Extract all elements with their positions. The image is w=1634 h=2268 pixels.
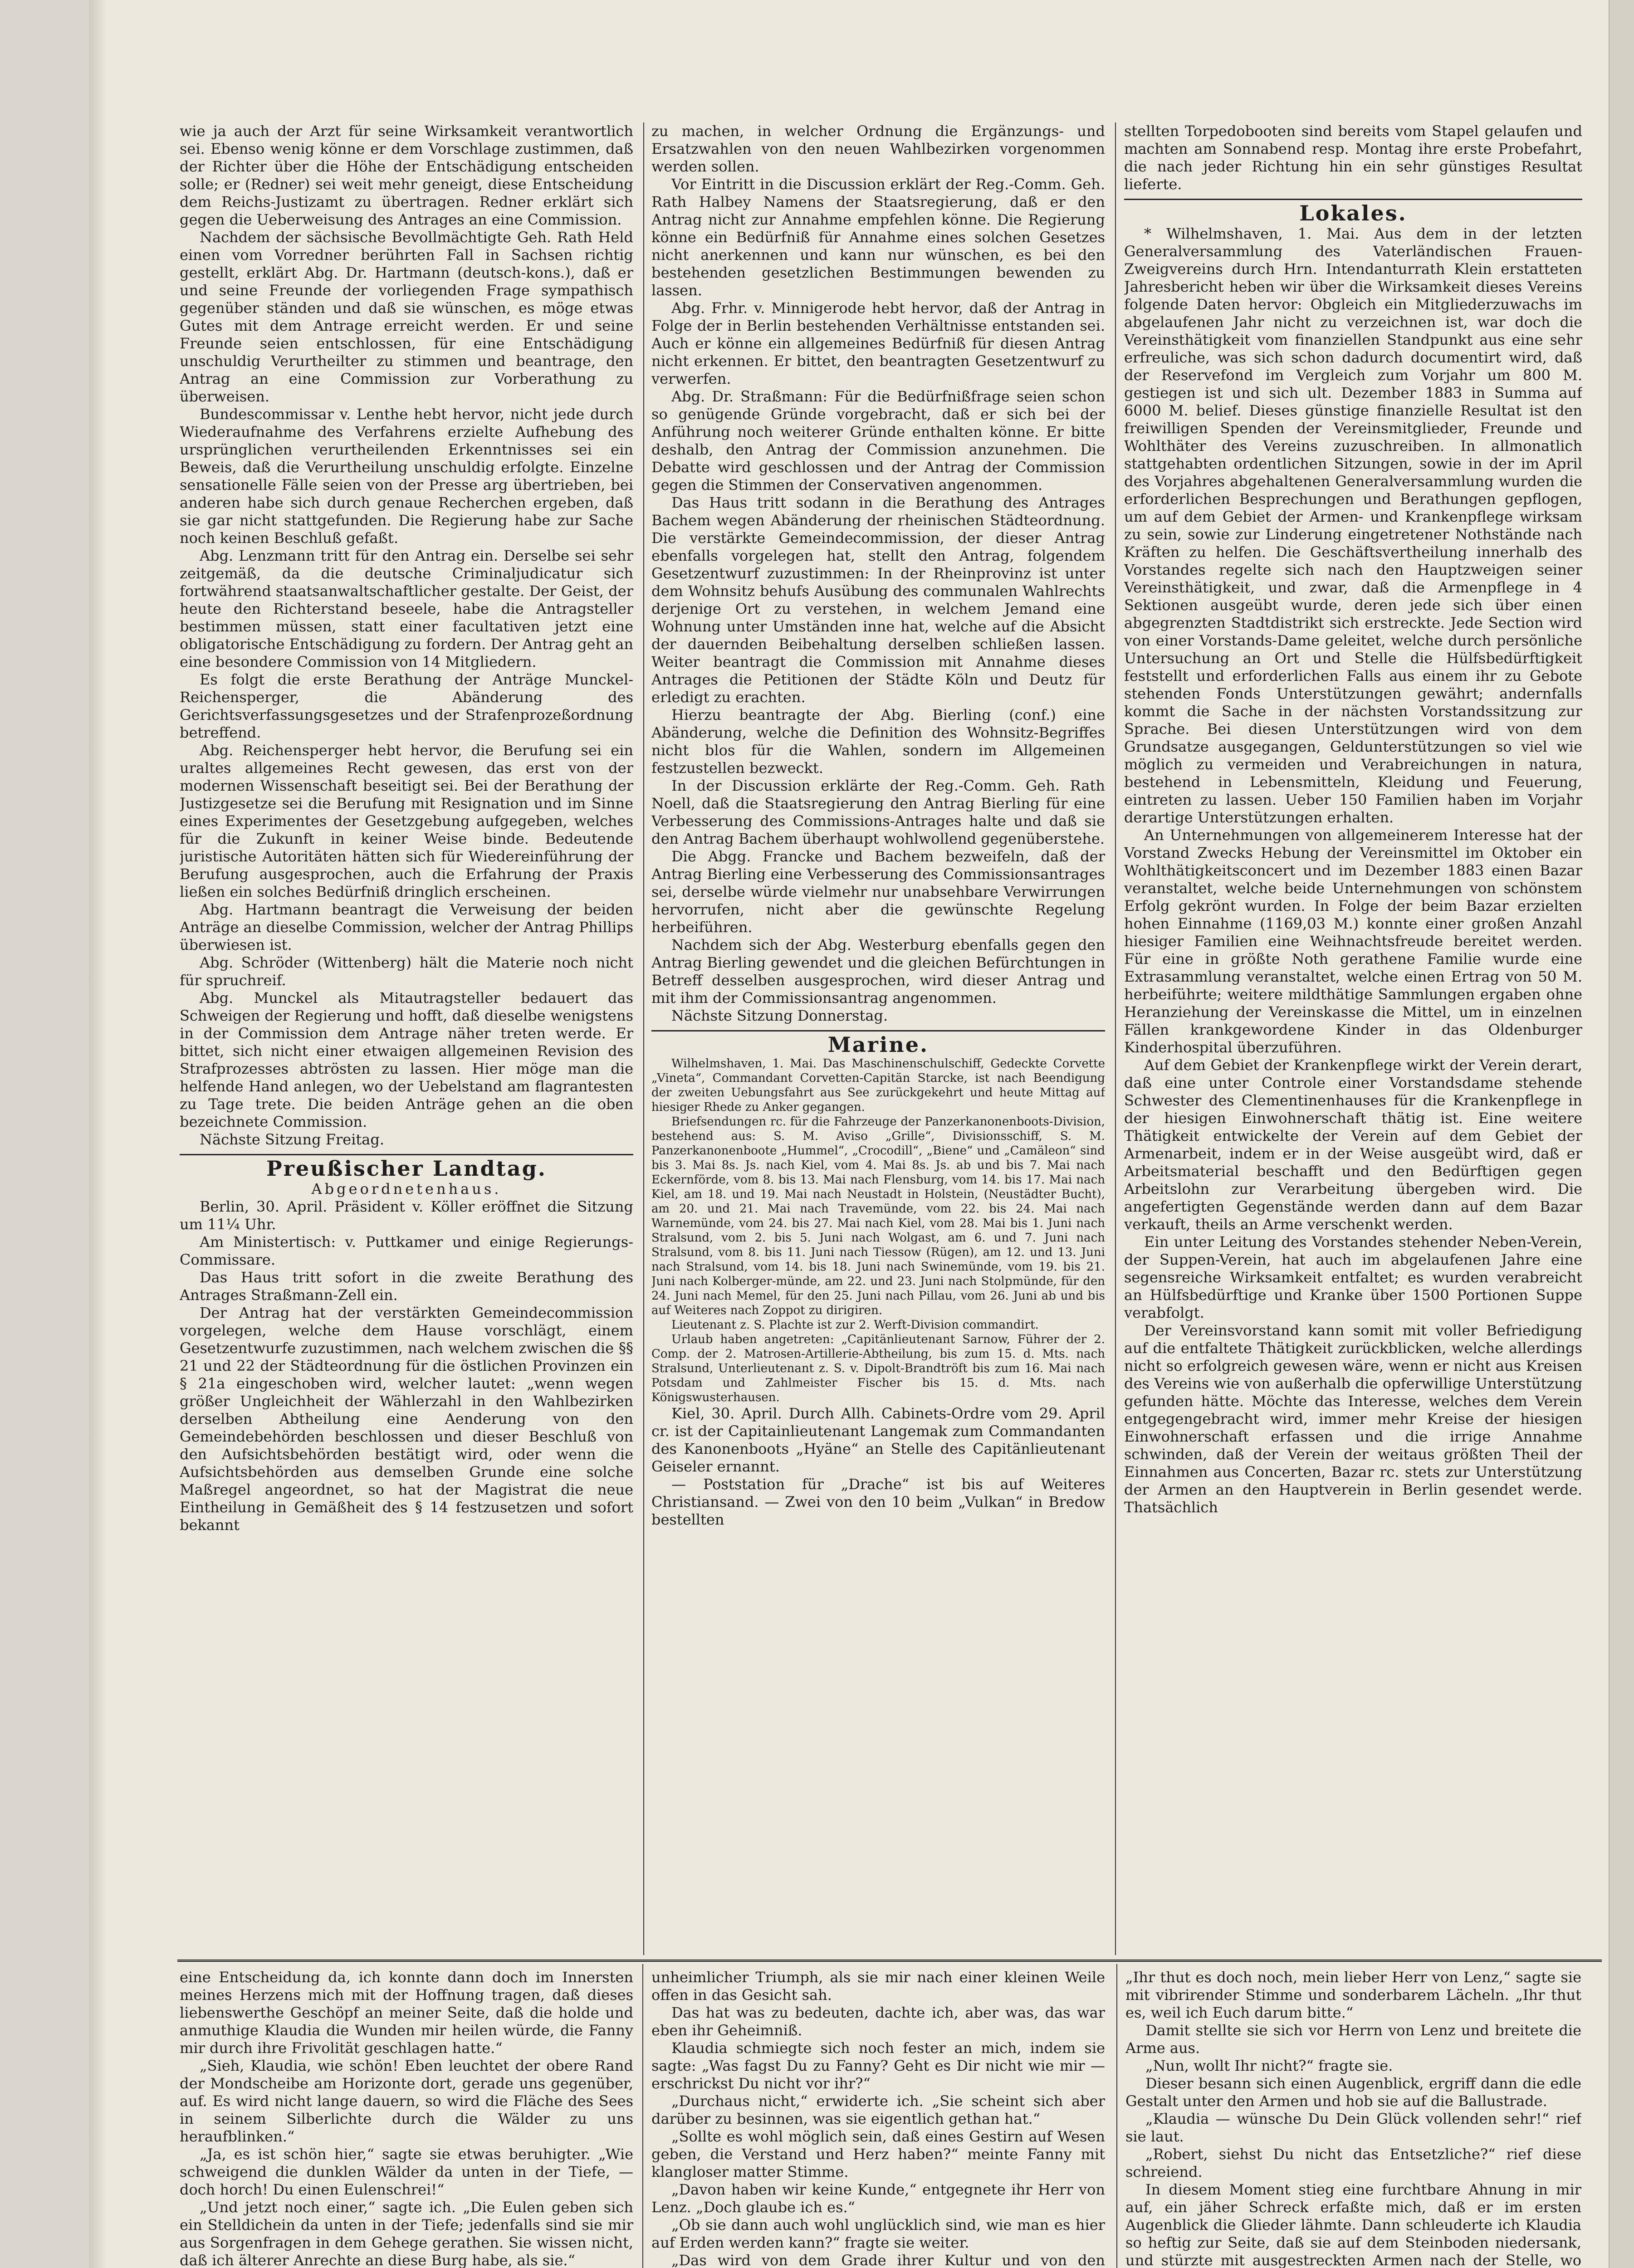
story-paragraph: „Nun, wollt Ihr nicht?“ fragte sie. (1145, 2057, 1393, 2074)
column-rule-1 (643, 122, 644, 1955)
story-paragraph: Klaudia schmiegte sich noch fester an mich, indem sie sagte: „Was fagst Du zu Fanny? Geht es Dir nicht wie mir — erschrickst Du nicht vor ihr?“ (651, 2039, 1105, 2092)
section-rule (1124, 199, 1582, 200)
article-paragraph: Abg. Munckel als Mitautragsteller bedauert das Schweigen der Regierung und hofft, daß dieselbe wenigstens in der Commission dem Antrage näher treten werde. Er bittet, sich nicht einer etwaigen allgemeinen Revision des Strafprozesses abtrösten zu lassen. Hier möge man die helfende Hand anlegen, wo der Uebelstand am flagrantesten zu Tage trete. Die beiden Anträge gehen an die oben bezeichnete Commission. (180, 989, 633, 1130)
article-paragraph: Kiel, 30. April. Durch Allh. Cabinets-Ordre vom 29. April cr. ist der Capitainlieutenant Langemak zum Commandanten des Kanonenboots „Hyäne“ an Stelle des Capitänlieutenant Geiseler ernannt. (651, 1405, 1105, 1475)
section-rule (651, 1030, 1105, 1031)
article-paragraph: Der Antrag hat der verstärkten Gemeindecommission vorgelegen, welche dem Hause vorschlägt, einem Gesetzentwurfe zuzustimmen, nach welchem zwischen die §§ 21 und 22 der Städteordnung für die östlichen Provinzen ein § 21a eingeschoben wird, welcher lautet: „wenn wegen größer Ungleichheit der Wählerzahl in den Wahlbezirken derselben Abtheilung eine Aenderung von den Gemeindebehörden beschlossen und dieser Beschluß von den Aufsichtsbehörden bestätigt wird, oder wenn die Aufsichtsbehörden aus demselben Grunde eine solche Maßregel angeordnet, so hat der Magistrat die neue Eintheilung in Gemäßheit des § 14 festzusetzen und sofort bekannt (180, 1304, 633, 1534)
article-paragraph: Auf dem Gebiet der Krankenpflege wirkt der Verein derart, daß eine unter Controle einer Vorstandsdame stehende Schwester des Clementinenhauses für die Krankenpflege in der hiesigen Einwohnerschaft thätig ist. Eine weitere Thätigkeit entwickelte der Verein auf dem Gebiet der Armenarbeit, indem er in der Weise ausgeübt wird, daß er Arbeitsmaterial beschafft und den Bedürftigen gegen Arbeitslohn zur Verarbeitung übergeben wird. Die angefertigten Gegenstände werden dann auf dem Bazar verkauft, theils an Arme verschenkt werden. (1124, 1056, 1582, 1233)
article-paragraph: Abg. Frhr. v. Minnigerode hebt hervor, daß der Antrag in Folge der in Berlin bestehenden Verhältnisse entstanden sei. Auch er könne ein allgemeines Bedürfniß für diesen Antrag nicht erkennen. Er bittet, den beantragten Gesetzentwurf zu verwerfen. (651, 299, 1105, 387)
feuilleton-separator (177, 1960, 1602, 1962)
story-paragraph: Das hat was zu bedeuten, dachte ich, aber was, das war eben ihr Geheimniß. (651, 2004, 1105, 2039)
column-1 (180, 122, 633, 1955)
section-subheading: Abgeordnetenhaus. (311, 1180, 502, 1198)
story-paragraph: „Durchaus nicht,“ erwiderte ich. „Sie scheint sich aber darüber zu besinnen, was sie eigentlich gethan hat.“ (651, 2092, 1105, 2127)
feuilleton-column-3 (1125, 1969, 1581, 2268)
column-3 (1124, 122, 1582, 1955)
article-paragraph: * Wilhelmshaven, 1. Mai. Aus dem in der letzten Generalversammlung des Vaterländischen Frauen-Zweigvereins durch Hrn. Intendanturrath Klein erstatteten Jahresbericht heben wir über die Wirksamkeit dieses Vereins folgende Daten hervor: Obgleich ein Mitgliederzuwachs im abgelaufenen Jahr nicht zu verzeichnen ist, war doch die Vereinsthätigkeit vom finanziellen Standpunkt aus eine sehr erfreuliche, was sich schon dadurch documentirt wird, daß der Reservefond im Vergleich zum Vorjahr um 800 M. gestiegen ist und sich ult. Dezember 1883 in Summa auf 6000 M. belief. Dieses günstige finanzielle Resultat ist den freiwilligen Spenden der Vereinsmitglieder, Freunde und Wohlthäter des Vereins zuzuschreiben. In allmonatlich stattgehabten ordentlichen Sitzungen, sowie in der im April des Vorjahres abgehaltenen Generalversammlung wurden die erforderlichen Besprechungen und Berathungen gepflogen, um auf dem Gebiet der Armen- und Krankenpflege wirksam zu sein, sowie zur Linderung eingetretener Nothstände nach Kräften zu helfen. Die Geschäftsvertheilung innerhalb des Vorstandes regelte sich nach den Hauptzweigen seiner Vereinsthätigkeit, und zwar, daß die Armenpflege in 4 Sektionen ausgeübt wurde, deren jede sich über einen abgegrenzten Stadtdistrikt sich erstreckte. Jede Section wird von einer Vorstands-Dame geleitet, welche durch persönliche Untersuchung an Ort und Stelle die Hülfsbedürftigkeit feststellt und erforderlichen Falls aus einem ihr zu Gebote stehenden Fonds Unterstützungen gewährt; andernfalls kommt die Sache in der nächsten Vorstandssitzung zur Sprache. Bei diesen Unterstützungen wird von dem Grundsatze ausgegangen, Geldunterstützungen so viel wie möglich zu vermeiden und Verabreichungen in natura, bestehend in Lebensmitteln, Kleidung und Feuerung, eintreten zu lassen. Ueber 150 Familien haben im Vorjahr derartige Unterstützungen erhalten. (1124, 225, 1582, 826)
article-paragraph: Vor Eintritt in die Discussion erklärt der Reg.-Comm. Geh. Rath Halbey Namens der Staatsregierung, daß er den Antrag nicht zur Annahme empfehlen könne. Die Regierung könne ein Bedürfniß für Annahme eines solchen Gesetzes nicht anerkennen und kann nur wünschen, es bei den bestehenden gesetzlichen Bestimmungen bewenden zu lassen. (651, 176, 1105, 299)
article-paragraph: Briefsendungen rc. für die Fahrzeuge der Panzerkanonenboots-Division, bestehend aus: S. M. Aviso „Grille“, Divisionsschiff, S. M. Panzerkanonenboote „Hummel“, „Crocodill“, „Biene“ und „Camäleon“ sind bis 3. Mai 8s. Js. nach Kiel, vom 4. Mai 8s. Js. ab und bis 7. Mai nach Eckernförde, vom 8. bis 13. Mai nach Flensburg, vom 14. bis 17. Mai nach Kiel, am 18. und 19. Mai nach Neustadt in Holstein, (Neustädter Bucht), am 20. und 21. Mai nach Travemünde, vom 22. bis 24. Mai nach Warnemünde, vom 24. bis 27. Mai nach Kiel, vom 28. Mai bis 1. Juni nach Stralsund, vom 2. bis 5. Juni nach Wolgast, am 6. und 7. Juni nach Stralsund, vom 8. bis 11. Juni nach Tiessow (Rügen), am 12. und 13. Juni nach Stralsund, vom 14. bis 18. Juni nach Swinemünde, vom 19. bis 21. Juni nach Kolberger-münde, am 22. und 23. Juni nach Stolpmünde, für den 24. Juni nach Memel, für den 25. Juni nach Pillau, vom 26. Juni ab und bis auf Weiteres nach Zoppot zu dirigiren. (651, 1115, 1105, 1317)
article-paragraph: Am Ministertisch: v. Puttkamer und einige Regierungs-Commissare. (180, 1233, 633, 1268)
article-paragraph: Ein unter Leitung des Vorstandes stehender Neben-Verein, der Suppen-Verein, hat auch im abgelaufenen Jahre eine segensreiche Wirksamkeit entfaltet; es wurden verabreicht an Hülfsbedürftige und Kranke über 1500 Portionen Suppe verabfolgt. (1124, 1233, 1582, 1321)
story-paragraph: Damit stellte sie sich vor Herrn von Lenz und breitete die Arme aus. (1125, 2022, 1581, 2057)
story-paragraph: „Klaudia — wünsche Du Dein Glück vollenden sehr!“ rief sie laut. (1125, 2110, 1581, 2145)
story-paragraph: Dieser besann sich einen Augenblick, ergriff dann die edle Gestalt unter den Armen und hob sie auf die Ballustrade. (1125, 2075, 1581, 2110)
article-paragraph: Abg. Dr. Straßmann: Für die Bedürfnißfrage seien schon so genügende Gründe vorgebracht, daß er sich bei der Anführung noch weiterer Gründe enthalten könne. Er bitte deshalb, den Antrag der Commission anzunehmen. Die Debatte wird geschlossen und der Antrag der Commission gegen die Stimmen der Conservativen angenommen. (651, 388, 1105, 494)
article-paragraph: — Poststation für „Drache“ ist bis auf Weiteres Christiansand. — Zwei von den 10 beim „Vulkan“ in Bredow bestellten (651, 1476, 1105, 1528)
newspaper-page (89, 0, 1609, 2268)
article-paragraph: Nächste Sitzung Donnerstag. (671, 1007, 888, 1024)
article-paragraph: Abg. Reichensperger hebt hervor, die Berufung sei ein uraltes allgemeines Recht gewesen, das erst von der modernen Wissenschaft beseitigt sei. Bei der Berathung der Justizgesetze sei die Berufung mit Resignation und im Sinne eines Experimentes der Gesetzgebung aufgegeben, welches für die Zukunft in keiner Weise binde. Bedeutende juristische Autoritäten hätten sich für Wiedereinführung der Berufung ausgesprochen, auch die Erfahrung der Praxis ließen ein solches Bedürfniß dringlich erscheinen. (180, 742, 633, 900)
story-paragraph: In diesem Moment stieg eine furchtbare Ahnung in mir auf, ein jäher Schreck erfaßte mich, daß er im ersten Augenblick die Glieder lähmte. Dann schleuderte ich Klaudia so heftig zur Seite, daß sie auf dem Steinboden niedersank, und stürzte mit ausgestreckten Armen nach der Stelle, wo (1125, 2181, 1581, 2268)
feuilleton-column-2 (651, 1969, 1105, 2268)
article-paragraph: Lieutenant z. S. Plachte ist zur 2. Werft-Division commandirt. (671, 1318, 1039, 1332)
section-rule (180, 1154, 633, 1155)
article-paragraph: Das Haus tritt sofort in die zweite Berathung des Antrages Straßmann-Zell ein. (180, 1269, 633, 1304)
section-heading-marine: Marine. (827, 1032, 929, 1057)
story-paragraph: „Robert, siehst Du nicht das Entsetzliche?“ rief diese schreiend. (1125, 2146, 1581, 2180)
article-paragraph: Nachdem sich der Abg. Westerburg ebenfalls gegen den Antrag Bierling gewendet und die gleichen Befürchtungen in Betreff desselben ausgesprochen, wird dieser Antrag und mit ihm der Commissionsantrag angenommen. (651, 936, 1105, 1007)
article-paragraph: Der Vereinsvorstand kann somit mit voller Befriedigung auf die entfaltete Thätigkeit zurückblicken, welche allerdings nicht so erfolgreich gewesen wäre, wenn er nicht aus Kreisen des Vereins wie von außerhalb die opferwillige Unterstützung gefunden hätte. Möchte das Interesse, welches dem Verein entgegengebracht wird, immer mehr Kreise der hiesigen Einwohnerschaft erfassen und die irrige Annahme schwinden, daß der Verein der weitaus größten Theil der Einnahmen aus Concerten, Bazar rc. stets zur Unterstützung der Armen an den Hauptverein in Berlin gesendet werde. Thatsächlich (1124, 1322, 1582, 1516)
article-paragraph: Abg. Lenzmann tritt für den Antrag ein. Derselbe sei sehr zeitgemäß, da die deutsche Criminaljudicatur sich fortwährend staatsanwaltschaftlicher gestalte. Der Geist, der heute den Richterstand beseele, habe die Antragsteller bestimmen müssen, statt einer facultativen jetzt eine obligatorische Entschädigung zu fordern. Der Antrag geht an eine besondere Commission von 14 Mitgliedern. (180, 547, 633, 670)
feuilleton-rule-1 (642, 1964, 643, 2268)
article-paragraph: An Unternehmungen von allgemeinerem Interesse hat der Vorstand Zwecks Hebung der Vereinsmittel im Oktober ein Wohlthätigkeitsconcert und im Dezember 1883 einen Bazar veranstaltet, welche beide Unternehmungen von schönstem Erfolg gekrönt wurden. In Folge der beim Bazar erzielten hohen Einnahme (1169,03 M.) konnte einer großen Anzahl hiesiger Familien eine Weihnachtsfreude bereitet werden. Für eine in größte Noth gerathene Familie wurde eine Extrasammlung veranstaltet, welche einen Ertrag von 50 M. herbeiführte; weitere mildthätige Sammlungen ergaben ohne Heranziehung der Vereinskasse die Mittel, um in einzelnen Fällen krankgewordene Kinder in das Oldenburger Kinderhospital überzuführen. (1124, 826, 1582, 1056)
story-paragraph: „Und jetzt noch einer,“ sagte ich. „Die Eulen geben sich ein Stelldichein da unten in der Tiefe; jedenfalls sind sie mir aus Sorgenfragen in dem Gehege gerathen. Sie wissen nicht, daß ich älterer Anrechte an diese Burg habe, als sie.“ (180, 2199, 633, 2268)
article-paragraph: wie ja auch der Arzt für seine Wirksamkeit verantwortlich sei. Ebenso wenig könne er dem Vorschlage zustimmen, daß der Richter über die Höhe der Entschädigung entscheiden solle; er (Redner) sei weit mehr geneigt, diese Entscheidung dem Reichs-Justizamt zu übertragen. Redner erklärt sich gegen die Ueberweisung des Antrages an eine Commission. (180, 122, 633, 228)
article-paragraph: Das Haus tritt sodann in die Berathung des Antrages Bachem wegen Abänderung der rheinischen Städteordnung. Die verstärkte Gemeindecommission, der dieser Antrag ebenfalls vorgelegen hat, stellt den Antrag, folgendem Gesetzentwurf zuzustimmen: In der Rheinprovinz ist unter dem Wohnsitz behufs Ausübung des communalen Wahlrechts derjenige Ort zu verstehen, in welchem Jemand eine Wohnung unter Umständen inne hat, welche auf die Absicht der dauernden Beibehaltung derselben schließen lassen. Weiter beantragt die Commission mit Annahme dieses Antrages die Petitionen der Städte Köln und Deutz für erledigt zu erachten. (651, 494, 1105, 706)
article-paragraph: stellten Torpedobooten sind bereits vom Stapel gelaufen und machten am Sonnabend resp. Montag ihre erste Probefahrt, die nach jeder Richtung hin ein sehr günstiges Resultat lieferte. (1124, 122, 1582, 193)
story-paragraph: „Davon haben wir keine Kunde,“ entgegnete ihr Herr von Lenz. „Doch glaube ich es.“ (651, 2181, 1105, 2216)
article-paragraph: Abg. Hartmann beantragt die Verweisung der beiden Anträge an dieselbe Commission, welcher der Antrag Phillips überwiesen ist. (180, 901, 633, 953)
feuilleton-rule-2 (1116, 1964, 1117, 2268)
feuilleton-column-1 (180, 1969, 633, 2268)
story-paragraph: „Ob sie dann auch wohl unglücklich sind, wie man es hier auf Erden werden kann?“ fragte sie weiter. (651, 2216, 1105, 2251)
article-paragraph: Abg. Schröder (Wittenberg) hält die Materie noch nicht für spruchreif. (180, 954, 633, 989)
article-paragraph: Nächste Sitzung Freitag. (200, 1131, 385, 1148)
section-heading-landtag: Preußischer Landtag. (266, 1156, 547, 1181)
page-fold-shadow (89, 0, 107, 2268)
article-paragraph: Die Abgg. Francke und Bachem bezweifeln, daß der Antrag Bierling eine Verbesserung des Commissionsantrages sei, derselbe würde vielmehr nur unabsehbare Verwirrungen hervorrufen, nicht aber die gewünschte Regelung herbeiführen. (651, 848, 1105, 936)
story-paragraph: „Ihr thut es doch noch, mein lieber Herr von Lenz,“ sagte sie mit vibrirender Stimme und sonderbarem Lächeln. „Ihr thut es, weil ich Euch darum bitte.“ (1125, 1969, 1581, 2021)
story-paragraph: „Sieh, Klaudia, wie schön! Eben leuchtet der obere Rand der Mondscheibe am Horizonte dort, gerade uns gegenüber, auf. Es wird nicht lange dauern, so wird die Fläche des Sees in seinem Silberlichte durch die Wälder zu uns heraufblinken.“ (180, 2057, 633, 2145)
article-paragraph: In der Discussion erklärte der Reg.-Comm. Geh. Rath Noell, daß die Staatsregierung den Antrag Bierling für eine Verbesserung des Commissions-Antrages halte und daß sie den Antrag Bachem überhaupt wohlwollend gegenüberstehe. (651, 777, 1105, 847)
article-paragraph: Nachdem der sächsische Bevollmächtigte Geh. Rath Held einen vom Vorredner berührten Fall in Sachsen richtig gestellt, erklärt Abg. Dr. Hartmann (deutsch-kons.), daß er und seine Freunde der vorliegenden Frage sympathisch gegenüber ständen und daß sie wünschen, es möge etwas Gutes mit dem Antrage erreicht werden. Er und seine Freunde seien entschlossen, für eine Entschädigung unschuldig Verurtheilter zu stimmen und beantrage, den Antrag an eine Commission zur Vorberathung zu überweisen. (180, 229, 633, 405)
story-paragraph: „Sollte es wohl möglich sein, daß eines Gestirn auf Wesen geben, die Verstand und Herz haben?“ meinte Fanny mit klangloser matter Stimme. (651, 2128, 1105, 2180)
column-rule-2 (1115, 122, 1116, 1955)
section-heading-lokales: Lokales. (1299, 201, 1407, 225)
article-paragraph: Berlin, 30. April. Präsident v. Köller eröffnet die Sitzung um 11¼ Uhr. (180, 1198, 633, 1233)
adjacent-page-edge (1609, 0, 1634, 2268)
article-paragraph: zu machen, in welcher Ordnung die Ergänzungs- und Ersatzwahlen von den neuen Wahlbezirken vorgenommen werden sollen. (651, 122, 1105, 175)
story-paragraph: eine Entscheidung da, ich konnte dann doch im Innersten meines Herzens mich mit der Hoffnung tragen, daß dieses liebenswerthe Geschöpf an meiner Seite, daß die holde und anmuthige Klaudia die Wunden mir heilen würde, die Fanny mir durch ihre Frivolität geschlagen hatte.“ (180, 1969, 633, 2057)
article-paragraph: Urlaub haben angetreten: „Capitänlieutenant Sarnow, Führer der 2. Comp. der 2. Matrosen-Artillerie-Abtheilung, bis zum 15. d. Mts. nach Stralsund, Unterlieutenant z. S. v. Dipolt-Brandtröft bis zum 16. Mai nach Potsdam und Zahlmeister Fischer bis 15. d. Mts. nach Königswusterhausen. (651, 1333, 1105, 1404)
article-paragraph: Bundescommissar v. Lenthe hebt hervor, nicht jede durch Wiederaufnahme des Verfahrens erzielte Aufhebung des ursprünglichen verurtheilenden Erkenntnisses sei ein Beweis, daß die Verurtheilung unschuldig erfolgte. Einzelne sensationelle Fälle seien von der Presse arg übertrieben, bei anderen habe sich durch genaue Recherchen ergeben, daß sie gar nicht stattgefunden. Die Regierung habe zur Sache noch keinen Beschluß gefaßt. (180, 406, 633, 547)
story-paragraph: unheimlicher Triumph, als sie mir nach einer kleinen Weile offen in das Gesicht sah. (651, 1969, 1105, 2004)
article-paragraph: Wilhelmshaven, 1. Mai. Das Maschinenschulschiff, Gedeckte Corvette „Vineta“, Commandant Corvetten-Capitän Starcke, ist nach Beendigung der zweiten Uebungsfahrt aus See zurückgekehrt und heute Mittag auf hiesiger Rhede zu Anker gegangen. (651, 1057, 1105, 1114)
article-paragraph: Es folgt die erste Berathung der Anträge Munckel-Reichensperger, die Abänderung des Gerichtsverfassungsgesetzes und der Strafenprozeßordnung betreffend. (180, 671, 633, 741)
story-paragraph: „Das wird von dem Grade ihrer Kultur und von den (671, 2252, 1105, 2268)
article-paragraph: Hierzu beantragte der Abg. Bierling (conf.) eine Abänderung, welche die Definition des Wohnsitz-Begriffes nicht blos für die Wahlen, sondern im Allgemeinen festzustellen bezweckt. (651, 706, 1105, 777)
story-paragraph: „Ja, es ist schön hier,“ sagte sie etwas beruhigter. „Wie schweigend die dunklen Wälder da unten in der Tiefe, — doch horch! Du einen Eulenschrei!“ (180, 2146, 633, 2198)
column-2 (651, 122, 1105, 1955)
